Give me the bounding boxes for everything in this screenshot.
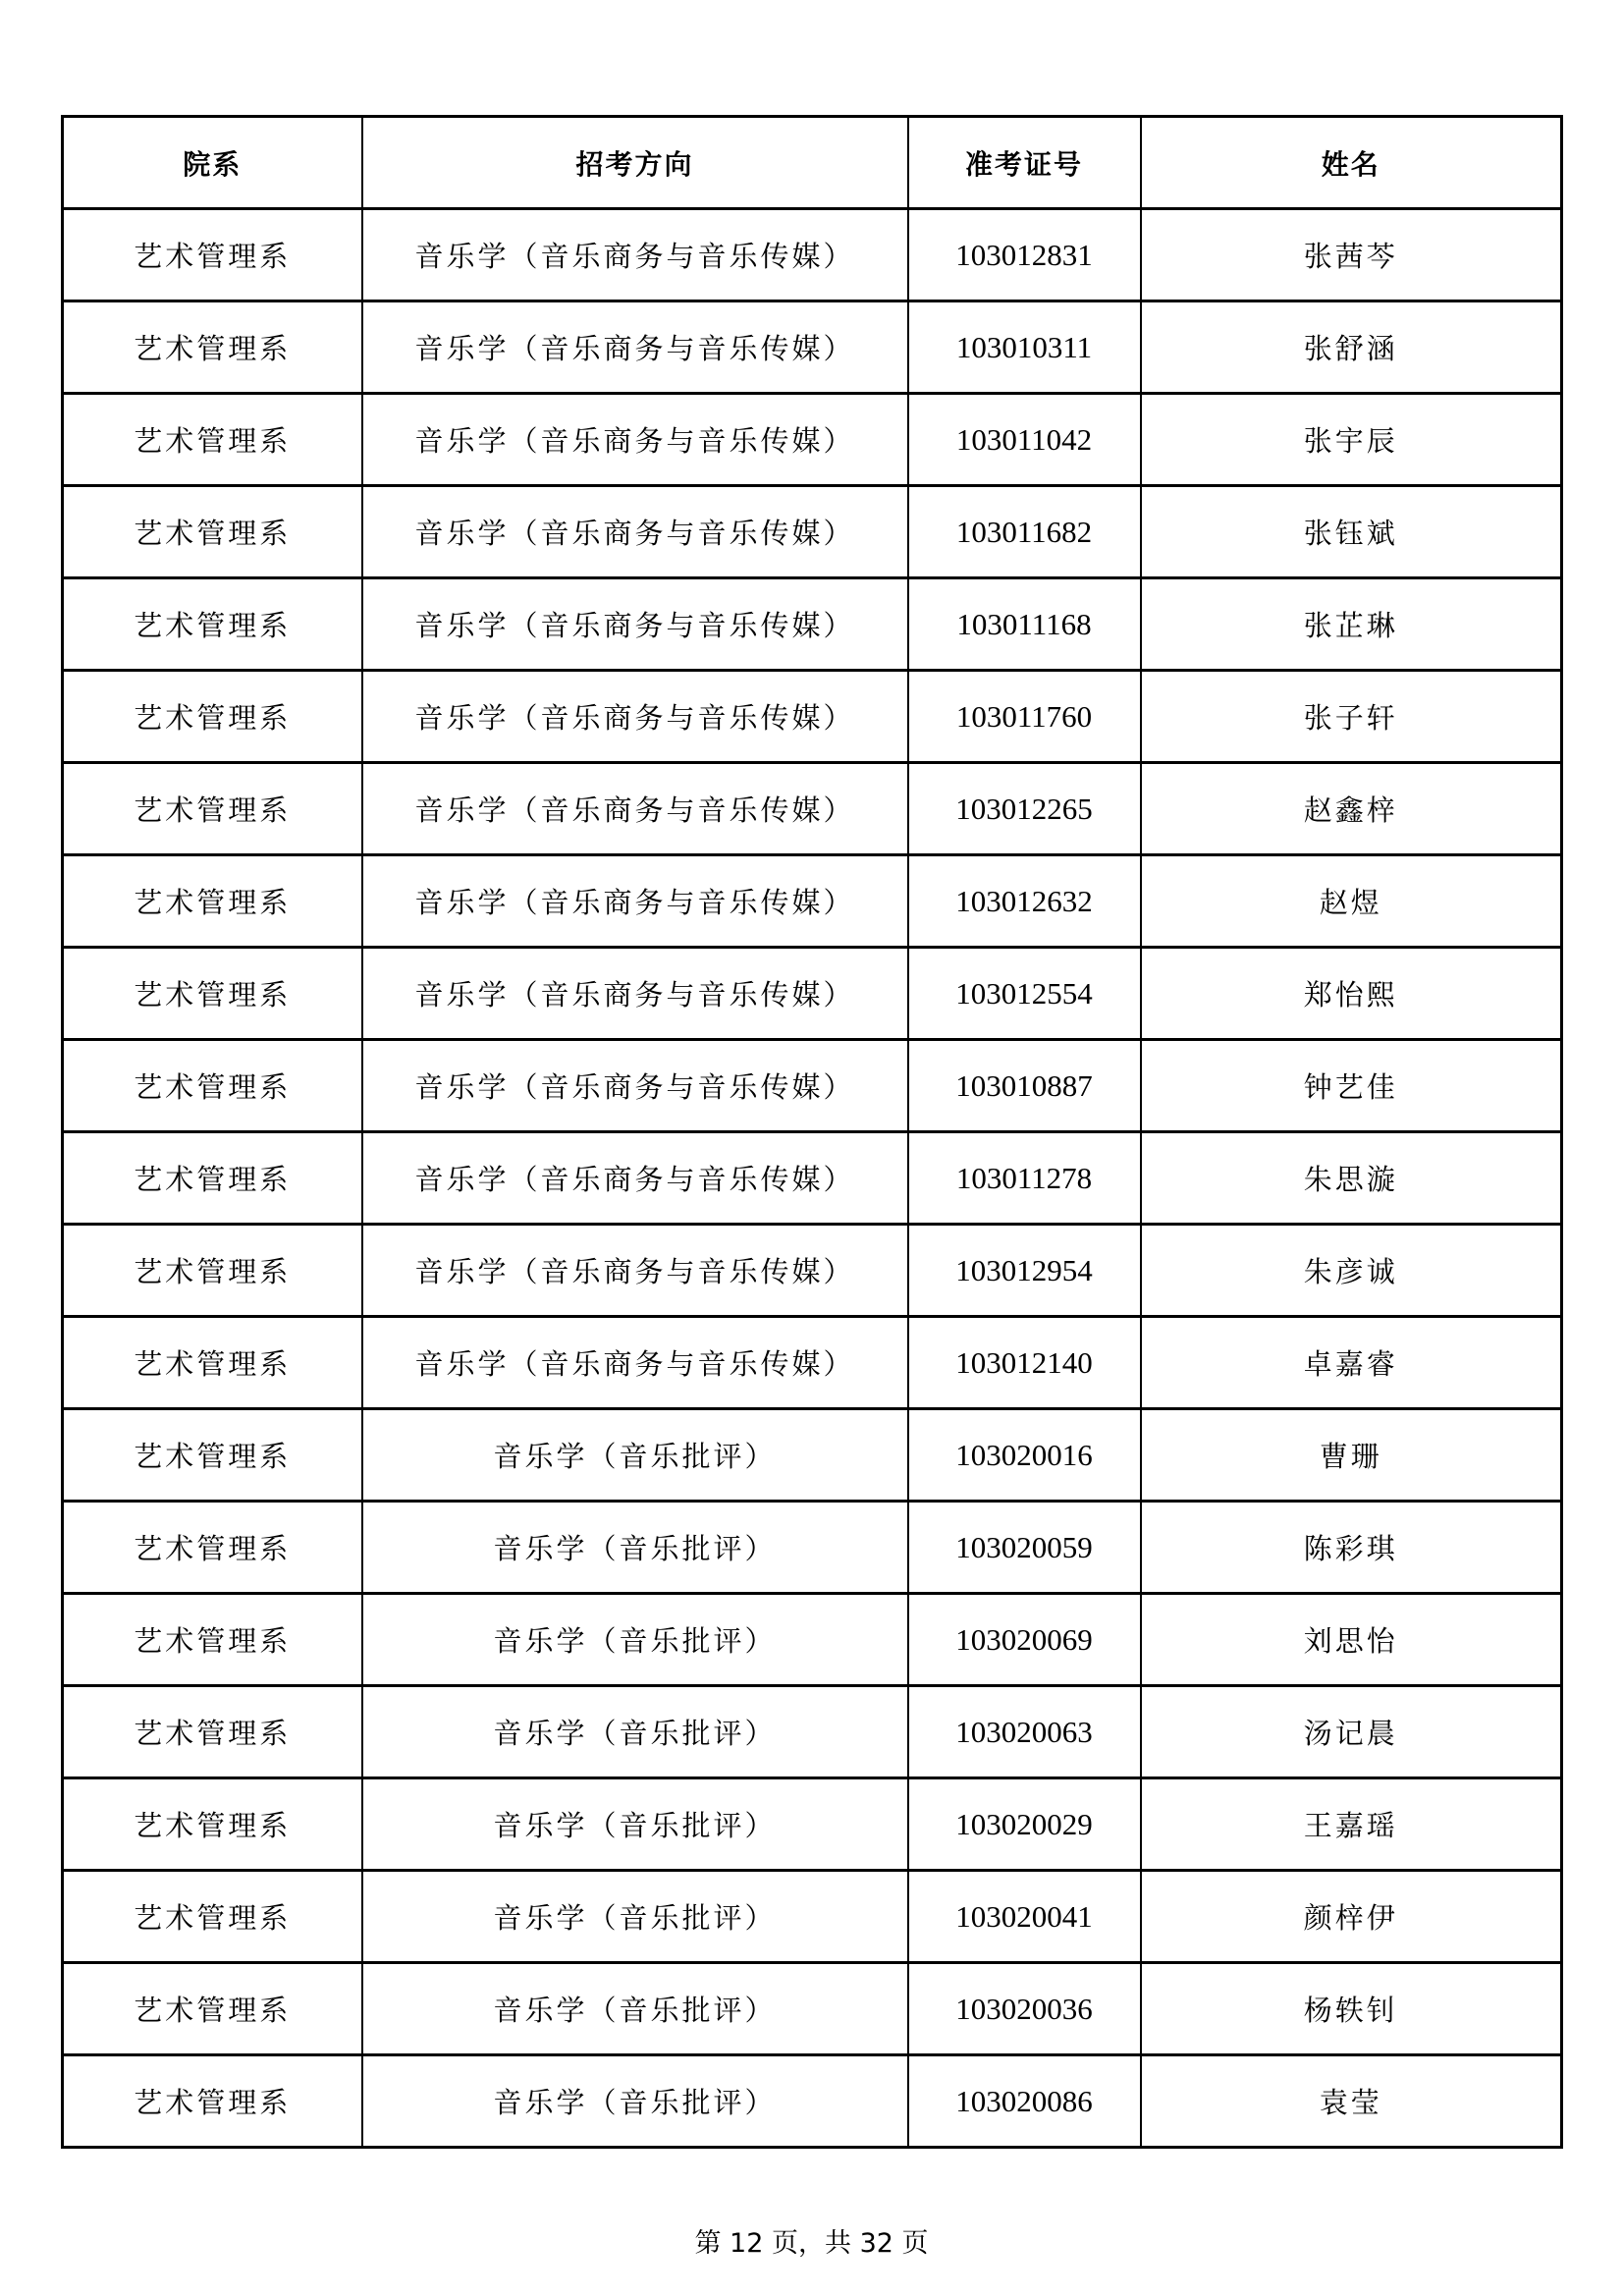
cell-department: 艺术管理系 <box>63 1686 362 1778</box>
cell-direction: 音乐学（音乐商务与音乐传媒） <box>362 1040 908 1132</box>
cell-direction: 音乐学（音乐商务与音乐传媒） <box>362 486 908 578</box>
table-row <box>63 763 1562 855</box>
cell-name: 陈彩琪 <box>1141 1502 1562 1594</box>
cell-name: 朱彦诚 <box>1141 1225 1562 1317</box>
cell-department: 艺术管理系 <box>63 855 362 948</box>
cell-department: 艺术管理系 <box>63 948 362 1040</box>
cell-direction: 音乐学（音乐商务与音乐传媒） <box>362 855 908 948</box>
cell-department: 艺术管理系 <box>63 1963 362 2055</box>
cell-direction: 音乐学（音乐商务与音乐传媒） <box>362 1132 908 1225</box>
table-row <box>63 1132 1562 1225</box>
cell-department: 艺术管理系 <box>63 1594 362 1686</box>
page-number-footer: 第 12 页，共 32 页 <box>694 2228 929 2259</box>
cell-department: 艺术管理系 <box>63 1040 362 1132</box>
table-row <box>63 1963 1562 2055</box>
cell-name: 张芷琳 <box>1141 578 1562 671</box>
cell-exam-number: 103011682 <box>908 486 1141 578</box>
cell-name: 王嘉瑶 <box>1141 1778 1562 1871</box>
cell-direction: 音乐学（音乐批评） <box>362 1963 908 2055</box>
cell-name: 曹珊 <box>1141 1409 1562 1502</box>
cell-direction: 音乐学（音乐商务与音乐传媒） <box>362 948 908 1040</box>
cell-exam-number: 103010887 <box>908 1040 1141 1132</box>
admission-roster-table <box>61 115 1563 2149</box>
cell-exam-number: 103012831 <box>908 209 1141 301</box>
cell-exam-number: 103020041 <box>908 1871 1141 1963</box>
table-row <box>63 948 1562 1040</box>
cell-exam-number: 103020016 <box>908 1409 1141 1502</box>
cell-direction: 音乐学（音乐批评） <box>362 1502 908 1594</box>
cell-department: 艺术管理系 <box>63 394 362 486</box>
cell-name: 朱思漩 <box>1141 1132 1562 1225</box>
cell-exam-number: 103011168 <box>908 578 1141 671</box>
header-exam-number: 准考证号 <box>908 117 1141 209</box>
table-row <box>63 1317 1562 1409</box>
header-department: 院系 <box>63 117 362 209</box>
cell-direction: 音乐学（音乐批评） <box>362 1594 908 1686</box>
table-row <box>63 1871 1562 1963</box>
cell-department: 艺术管理系 <box>63 1409 362 1502</box>
cell-exam-number: 103012632 <box>908 855 1141 948</box>
cell-exam-number: 103012554 <box>908 948 1141 1040</box>
cell-department: 艺术管理系 <box>63 1132 362 1225</box>
cell-exam-number: 103020063 <box>908 1686 1141 1778</box>
cell-name: 张宇辰 <box>1141 394 1562 486</box>
cell-direction: 音乐学（音乐批评） <box>362 1778 908 1871</box>
cell-department: 艺术管理系 <box>63 1317 362 1409</box>
cell-department: 艺术管理系 <box>63 1778 362 1871</box>
table-row <box>63 1409 1562 1502</box>
table-header-row <box>63 117 1562 209</box>
cell-exam-number: 103012140 <box>908 1317 1141 1409</box>
cell-exam-number: 103012954 <box>908 1225 1141 1317</box>
table-row <box>63 209 1562 301</box>
cell-direction: 音乐学（音乐商务与音乐传媒） <box>362 1317 908 1409</box>
table-row <box>63 1040 1562 1132</box>
cell-exam-number: 103011760 <box>908 671 1141 763</box>
cell-exam-number: 103020086 <box>908 2055 1141 2148</box>
cell-name: 袁莹 <box>1141 2055 1562 2148</box>
cell-exam-number: 103020059 <box>908 1502 1141 1594</box>
cell-name: 杨轶钊 <box>1141 1963 1562 2055</box>
cell-name: 汤记晨 <box>1141 1686 1562 1778</box>
cell-direction: 音乐学（音乐商务与音乐传媒） <box>362 301 908 394</box>
table-row <box>63 1225 1562 1317</box>
cell-exam-number: 103011042 <box>908 394 1141 486</box>
cell-name: 张舒涵 <box>1141 301 1562 394</box>
cell-direction: 音乐学（音乐商务与音乐传媒） <box>362 394 908 486</box>
cell-name: 郑怡熙 <box>1141 948 1562 1040</box>
table-row <box>63 1502 1562 1594</box>
cell-department: 艺术管理系 <box>63 671 362 763</box>
table-row <box>63 855 1562 948</box>
cell-name: 张子轩 <box>1141 671 1562 763</box>
cell-department: 艺术管理系 <box>63 301 362 394</box>
cell-direction: 音乐学（音乐批评） <box>362 1409 908 1502</box>
cell-exam-number: 103011278 <box>908 1132 1141 1225</box>
cell-name: 卓嘉睿 <box>1141 1317 1562 1409</box>
cell-direction: 音乐学（音乐商务与音乐传媒） <box>362 209 908 301</box>
cell-department: 艺术管理系 <box>63 1502 362 1594</box>
table-row <box>63 1594 1562 1686</box>
cell-department: 艺术管理系 <box>63 578 362 671</box>
table-row <box>63 2055 1562 2148</box>
table-row <box>63 394 1562 486</box>
header-direction: 招考方向 <box>362 117 908 209</box>
cell-exam-number: 103020036 <box>908 1963 1141 2055</box>
cell-name: 赵鑫梓 <box>1141 763 1562 855</box>
table-row <box>63 671 1562 763</box>
cell-department: 艺术管理系 <box>63 763 362 855</box>
cell-exam-number: 103010311 <box>908 301 1141 394</box>
cell-department: 艺术管理系 <box>63 1871 362 1963</box>
cell-department: 艺术管理系 <box>63 1225 362 1317</box>
cell-name: 刘思怡 <box>1141 1594 1562 1686</box>
cell-department: 艺术管理系 <box>63 486 362 578</box>
cell-exam-number: 103012265 <box>908 763 1141 855</box>
table-row <box>63 301 1562 394</box>
cell-name: 张茜芩 <box>1141 209 1562 301</box>
cell-direction: 音乐学（音乐商务与音乐传媒） <box>362 671 908 763</box>
table-row <box>63 578 1562 671</box>
cell-direction: 音乐学（音乐商务与音乐传媒） <box>362 763 908 855</box>
cell-name: 钟艺佳 <box>1141 1040 1562 1132</box>
cell-name: 颜梓伊 <box>1141 1871 1562 1963</box>
cell-department: 艺术管理系 <box>63 209 362 301</box>
cell-exam-number: 103020069 <box>908 1594 1141 1686</box>
table-row <box>63 1686 1562 1778</box>
cell-exam-number: 103020029 <box>908 1778 1141 1871</box>
table-row <box>63 486 1562 578</box>
cell-direction: 音乐学（音乐商务与音乐传媒） <box>362 1225 908 1317</box>
cell-name: 张钰斌 <box>1141 486 1562 578</box>
table-row <box>63 1778 1562 1871</box>
cell-direction: 音乐学（音乐批评） <box>362 1871 908 1963</box>
cell-direction: 音乐学（音乐批评） <box>362 1686 908 1778</box>
header-name: 姓名 <box>1141 117 1562 209</box>
cell-direction: 音乐学（音乐商务与音乐传媒） <box>362 578 908 671</box>
cell-department: 艺术管理系 <box>63 2055 362 2148</box>
cell-direction: 音乐学（音乐批评） <box>362 2055 908 2148</box>
cell-name: 赵煜 <box>1141 855 1562 948</box>
